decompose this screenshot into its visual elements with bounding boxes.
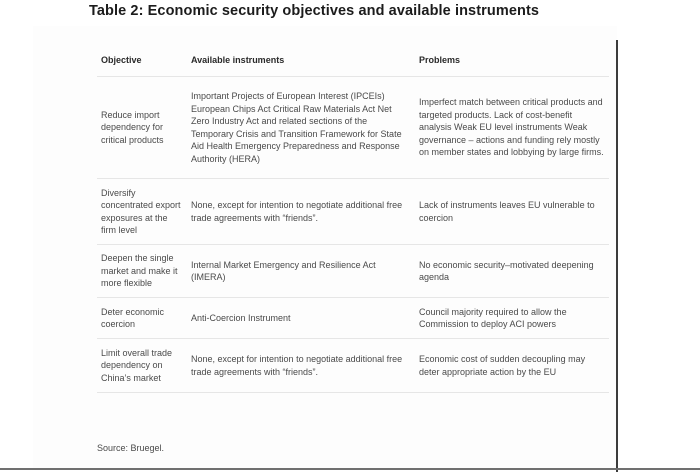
- objectives-table: [97, 46, 609, 393]
- cell-objective: Limit overall trade dependency on China’s market: [97, 339, 187, 393]
- cell-objective: Deepen the single market and make it more flexible: [97, 245, 187, 298]
- table-row: [97, 245, 609, 298]
- cell-objective: Reduce import dependency for critical products: [97, 77, 187, 179]
- cell-instruments: Internal Market Emergency and Resilience Act (IMERA): [187, 245, 415, 298]
- horizontal-divider: [0, 468, 700, 470]
- cell-objective: Deter economic coercion: [97, 298, 187, 339]
- table-header-row: [97, 46, 609, 77]
- cell-objective: Diversify concentrated export exposures at the firm level: [97, 179, 187, 245]
- cell-problems: Imperfect match between critical products and targeted products. Lack of cost-benefit analysis Weak EU level instruments Weak governance – actions and funding rely mostly on member states and lobbying by large firms.: [415, 77, 609, 179]
- table-row: [97, 77, 609, 179]
- cell-instruments: None, except for intention to negotiate additional free trade agreements with “friends”.: [187, 339, 415, 393]
- cell-problems: No economic security–motivated deepening agenda: [415, 245, 609, 298]
- cell-problems: Council majority required to allow the Commission to deploy ACI powers: [415, 298, 609, 339]
- cell-problems: Economic cost of sudden decoupling may deter appropriate action by the EU: [415, 339, 609, 393]
- cell-problems: Lack of instruments leaves EU vulnerable to coercion: [415, 179, 609, 245]
- table-row: [97, 179, 609, 245]
- header-instruments: Available instruments: [187, 46, 415, 77]
- cell-instruments: Important Projects of European Interest (IPCEIs) European Chips Act Critical Raw Materials Act Net Zero Industry Act and related sections of the Temporary Crisis and Transition Framework for State Aid Health Emergency Preparedness and Response Authority (HERA): [187, 77, 415, 179]
- header-problems: Problems: [415, 46, 609, 77]
- cell-instruments: None, except for intention to negotiate additional free trade agreements with “friends”.: [187, 179, 415, 245]
- table-title: Table 2: Economic security objectives and available instruments: [89, 3, 540, 19]
- table-row: [97, 298, 609, 339]
- vertical-divider: [616, 40, 618, 472]
- table-row: [97, 339, 609, 393]
- cell-instruments: Anti-Coercion Instrument: [187, 298, 415, 339]
- header-objective: Objective: [97, 46, 187, 77]
- source-note: Source: Bruegel.: [97, 443, 165, 453]
